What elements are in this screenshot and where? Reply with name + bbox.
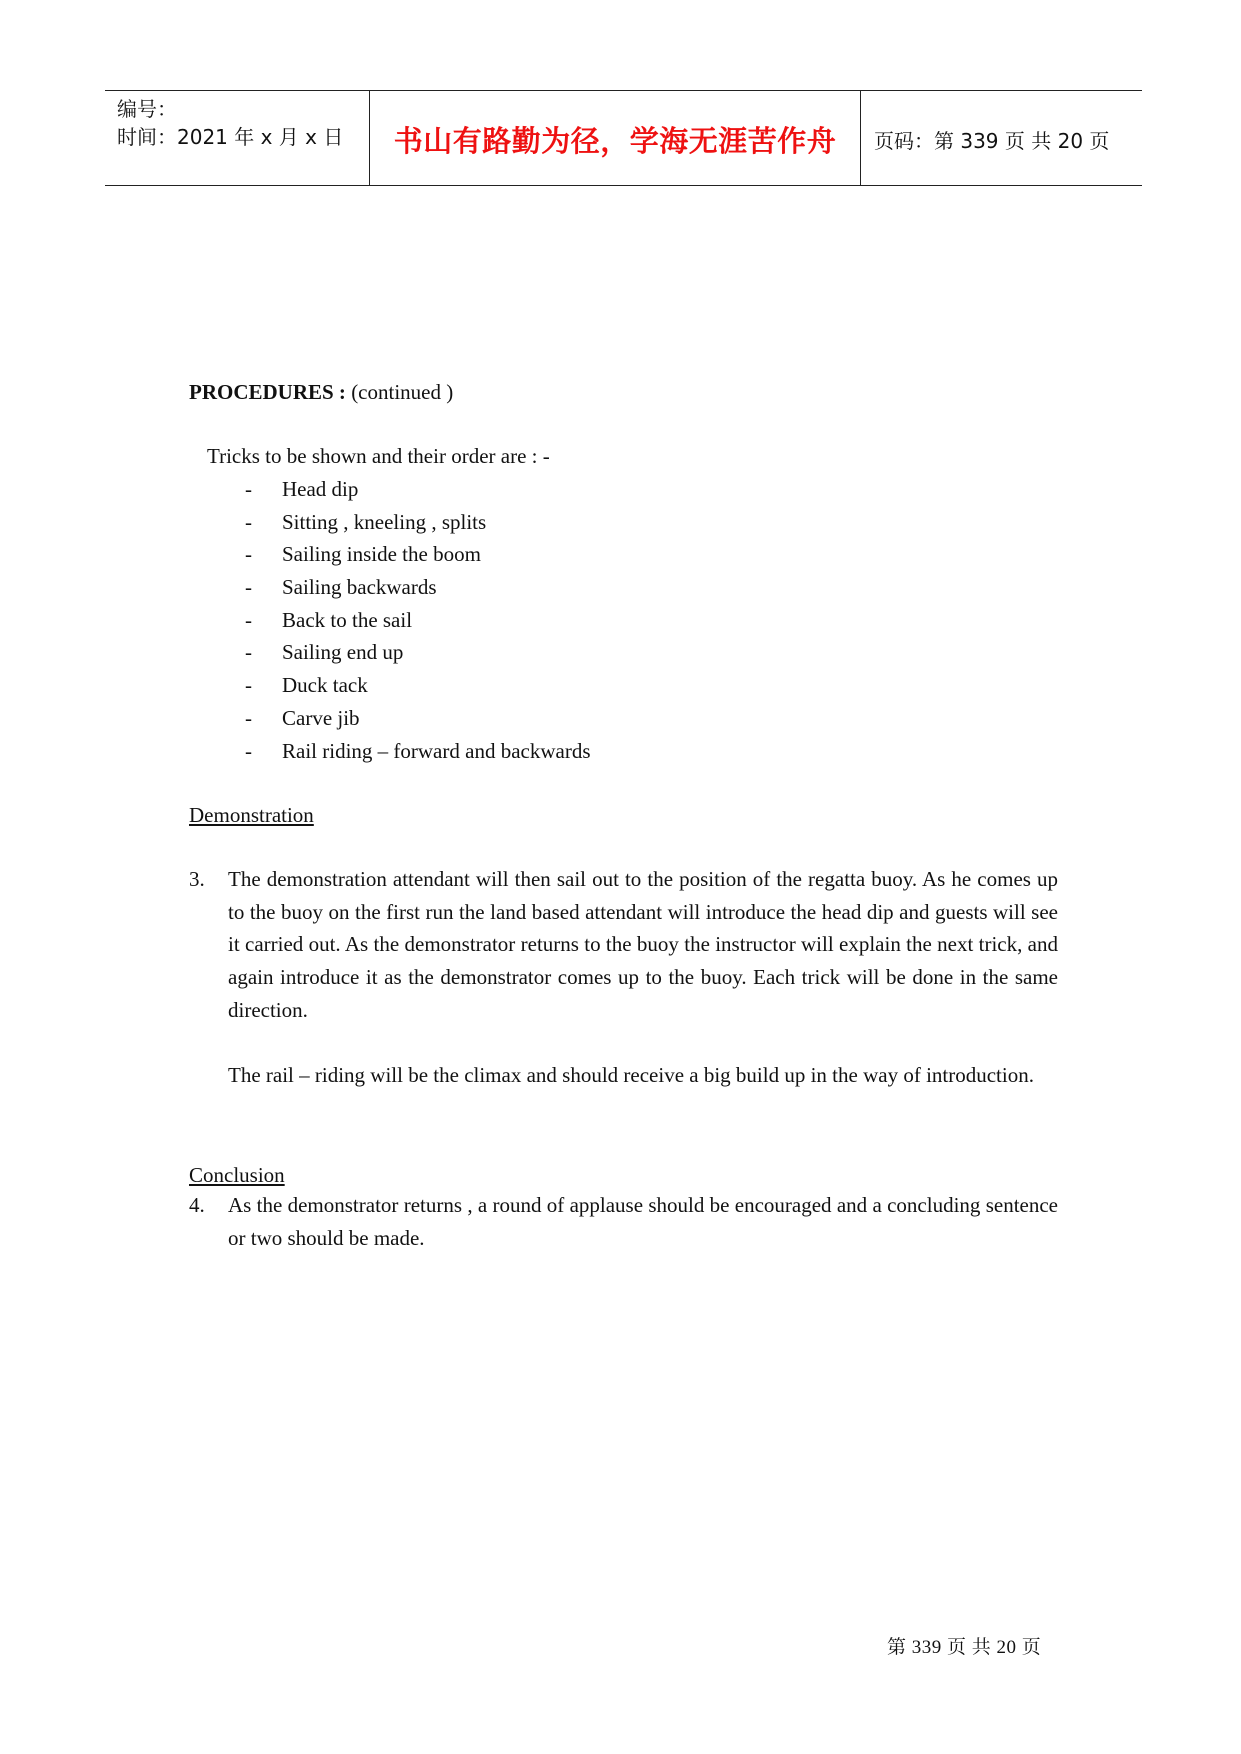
trick-label: Duck tack <box>282 673 368 698</box>
procedures-heading <box>189 377 453 407</box>
list-dash: - <box>245 705 252 730</box>
list-item <box>245 735 591 768</box>
list-item <box>245 604 591 637</box>
trick-label: Sailing end up <box>282 640 404 665</box>
demonstration-heading: Demonstration <box>189 803 314 827</box>
page-footer: 第 339 页 共 20 页 <box>887 1637 1042 1658</box>
document-number-label: 编号： <box>117 97 177 121</box>
item-3-number: 3. <box>189 867 205 891</box>
list-item <box>245 571 591 604</box>
list-dash: - <box>245 607 252 632</box>
list-item <box>245 636 591 669</box>
list-item <box>245 473 591 506</box>
list-item <box>245 669 591 702</box>
list-dash: - <box>245 673 252 698</box>
header-page-label: 页码：第 339 页 共 20 页 <box>874 129 1110 153</box>
item-4-paragraph: As the demonstrator returns , a round of applause should be encouraged and a concluding sentence or two should be made. <box>228 1193 1058 1250</box>
item-4-number: 4. <box>189 1193 205 1217</box>
header-right-cell <box>860 91 1142 185</box>
conclusion-heading: Conclusion <box>189 1163 285 1187</box>
procedures-heading-suffix: (continued ) <box>345 380 454 404</box>
item-3-paragraph-2: The rail – riding will be the climax and should receive a big build up in the way of introduction. <box>228 1063 1034 1087</box>
list-dash: - <box>245 575 252 600</box>
header-middle-cell <box>369 91 861 185</box>
page-header <box>105 90 1142 186</box>
tricks-list <box>245 473 591 767</box>
trick-label: Head dip <box>282 477 359 501</box>
list-dash: - <box>245 738 252 763</box>
list-item <box>245 538 591 571</box>
list-item <box>245 506 591 539</box>
header-motto: 书山有路勤为径，学海无涯苦作舟 <box>393 124 837 158</box>
trick-label: Sailing inside the boom <box>282 542 481 567</box>
header-left-cell <box>105 91 369 185</box>
list-dash: - <box>245 509 252 534</box>
trick-label: Carve jib <box>282 705 360 730</box>
trick-label: Back to the sail <box>282 607 413 632</box>
tricks-intro: Tricks to be shown and their order are : - <box>207 444 550 468</box>
trick-label: Rail riding – forward and backwards <box>282 738 591 763</box>
list-dash: - <box>245 477 252 501</box>
document-time-label: 时间：2021 年 x 月 x 日 <box>117 125 344 149</box>
trick-label: Sailing backwards <box>282 575 437 600</box>
procedures-heading-bold: PROCEDURES : <box>189 380 346 404</box>
list-dash: - <box>245 542 252 567</box>
item-3-paragraph: The demonstration attendant will then sail out to the position of the regatta buoy. As he comes up to the buoy on the first run the land based attendant will introduce the head dip and guests will see it carried out. As the demonstrator returns to the buoy the instructor will explain the next trick, and again introduce it as the demonstrator comes up to the buoy. Each trick will be done in the same direction. <box>228 867 1058 1022</box>
list-dash: - <box>245 640 252 665</box>
trick-label: Sitting , kneeling , splits <box>282 509 487 534</box>
list-item <box>245 702 591 735</box>
